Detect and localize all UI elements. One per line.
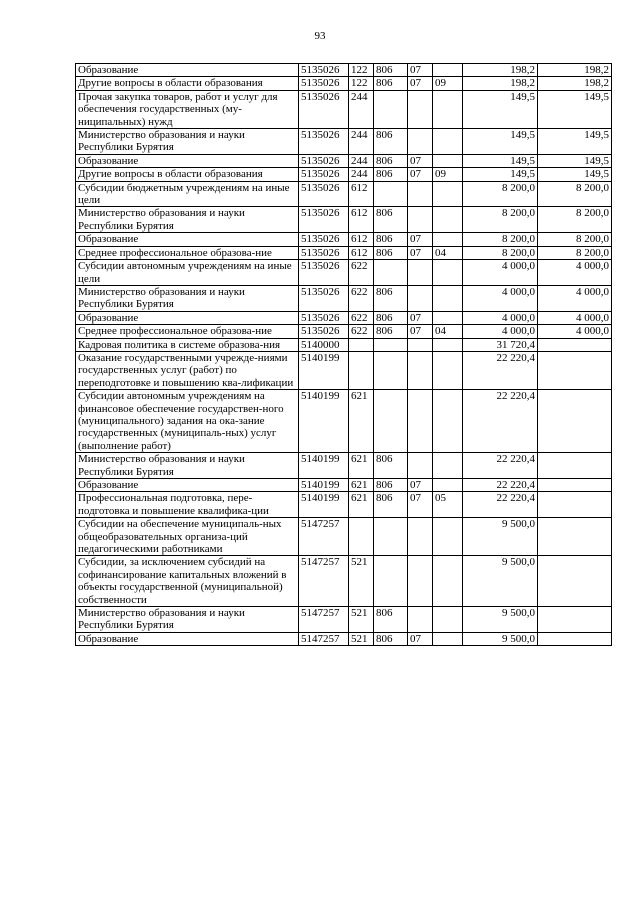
- target-article-cell: 5140199: [299, 492, 349, 518]
- row-name-cell: Министерство образования и науки Республики Бурятия: [76, 453, 299, 479]
- ministry-code-cell: 806: [374, 129, 408, 155]
- section-cell: 07: [408, 154, 433, 167]
- table-row: [76, 246, 612, 259]
- table-row: [76, 129, 612, 155]
- row-name-cell: Субсидии автономным учреждениям на финансовое обеспечение государствен-ного (муниципального) задания на ока-зание государственных (муниципаль-ных) услуг (выполнение работ): [76, 390, 299, 453]
- target-article-cell: 5147257: [299, 632, 349, 645]
- amount-next-cell: 4 000,0: [538, 311, 612, 324]
- subsection-cell: [433, 64, 463, 77]
- subsection-cell: [433, 351, 463, 389]
- table-row: [76, 351, 612, 389]
- amount-cell: 4 000,0: [463, 260, 538, 286]
- expense-type-cell: 612: [349, 181, 374, 207]
- expense-type-cell: 621: [349, 453, 374, 479]
- amount-cell: 9 500,0: [463, 556, 538, 607]
- row-name-cell: Оказание государственными учрежде-ниями государственных услуг (работ) по переподготовке и повышению ква-лификации: [76, 351, 299, 389]
- expense-type-cell: 521: [349, 607, 374, 633]
- expense-type-cell: [349, 518, 374, 556]
- table-row: [76, 632, 612, 645]
- target-article-cell: 5135026: [299, 285, 349, 311]
- table-row: [76, 207, 612, 233]
- amount-next-cell: 8 200,0: [538, 181, 612, 207]
- page-number: 93: [314, 30, 326, 42]
- section-cell: 07: [408, 77, 433, 90]
- row-name-cell: Министерство образования и науки Республики Бурятия: [76, 129, 299, 155]
- amount-next-cell: [538, 351, 612, 389]
- amount-cell: 8 200,0: [463, 207, 538, 233]
- amount-next-cell: 8 200,0: [538, 207, 612, 233]
- amount-next-cell: 149,5: [538, 129, 612, 155]
- table-row: [76, 64, 612, 77]
- target-article-cell: 5147257: [299, 518, 349, 556]
- section-cell: [408, 181, 433, 207]
- amount-next-cell: 4 000,0: [538, 325, 612, 338]
- section-cell: [408, 129, 433, 155]
- target-article-cell: 5135026: [299, 129, 349, 155]
- subsection-cell: [433, 518, 463, 556]
- section-cell: 07: [408, 632, 433, 645]
- subsection-cell: [433, 233, 463, 246]
- amount-next-cell: [538, 518, 612, 556]
- table-row: [76, 607, 612, 633]
- row-name-cell: Субсидии бюджетным учреждениям на иные цели: [76, 181, 299, 207]
- amount-cell: 22 220,4: [463, 453, 538, 479]
- amount-cell: 9 500,0: [463, 632, 538, 645]
- ministry-code-cell: [374, 351, 408, 389]
- ministry-code-cell: [374, 518, 408, 556]
- target-article-cell: 5135026: [299, 233, 349, 246]
- amount-next-cell: [538, 556, 612, 607]
- amount-next-cell: 198,2: [538, 77, 612, 90]
- expense-type-cell: 521: [349, 556, 374, 607]
- section-cell: [408, 390, 433, 453]
- table-row: [76, 181, 612, 207]
- expense-type-cell: 622: [349, 311, 374, 324]
- amount-cell: 8 200,0: [463, 246, 538, 259]
- amount-next-cell: 4 000,0: [538, 260, 612, 286]
- row-name-cell: Прочая закупка товаров, работ и услуг для обеспечения государственных (му-ниципальных) нужд: [76, 90, 299, 128]
- target-article-cell: 5135026: [299, 64, 349, 77]
- budget-table: [75, 63, 612, 646]
- amount-cell: 9 500,0: [463, 518, 538, 556]
- subsection-cell: [433, 129, 463, 155]
- subsection-cell: [433, 556, 463, 607]
- section-cell: [408, 607, 433, 633]
- table-row: [76, 154, 612, 167]
- amount-cell: 149,5: [463, 129, 538, 155]
- subsection-cell: [433, 90, 463, 128]
- row-name-cell: Среднее профессиональное образова-ние: [76, 246, 299, 259]
- amount-next-cell: [538, 390, 612, 453]
- ministry-code-cell: 806: [374, 479, 408, 492]
- ministry-code-cell: 806: [374, 154, 408, 167]
- row-name-cell: Субсидии автономным учреждениям на иные цели: [76, 260, 299, 286]
- target-article-cell: 5140199: [299, 479, 349, 492]
- table-row: [76, 518, 612, 556]
- amount-cell: 8 200,0: [463, 233, 538, 246]
- ministry-code-cell: 806: [374, 77, 408, 90]
- table-row: [76, 311, 612, 324]
- target-article-cell: 5135026: [299, 181, 349, 207]
- amount-next-cell: [538, 453, 612, 479]
- ministry-code-cell: 806: [374, 207, 408, 233]
- amount-cell: 149,5: [463, 154, 538, 167]
- amount-cell: 149,5: [463, 90, 538, 128]
- subsection-cell: [433, 207, 463, 233]
- ministry-code-cell: 806: [374, 607, 408, 633]
- target-article-cell: 5140000: [299, 338, 349, 351]
- subsection-cell: [433, 390, 463, 453]
- row-name-cell: Образование: [76, 632, 299, 645]
- section-cell: [408, 285, 433, 311]
- amount-cell: 4 000,0: [463, 285, 538, 311]
- row-name-cell: Среднее профессиональное образова-ние: [76, 325, 299, 338]
- target-article-cell: 5135026: [299, 154, 349, 167]
- table-row: [76, 90, 612, 128]
- ministry-code-cell: 806: [374, 168, 408, 181]
- target-article-cell: 5135026: [299, 168, 349, 181]
- amount-cell: 22 220,4: [463, 390, 538, 453]
- amount-next-cell: 149,5: [538, 154, 612, 167]
- amount-next-cell: 8 200,0: [538, 233, 612, 246]
- target-article-cell: 5140199: [299, 453, 349, 479]
- section-cell: [408, 453, 433, 479]
- amount-cell: 9 500,0: [463, 607, 538, 633]
- subsection-cell: 04: [433, 325, 463, 338]
- target-article-cell: 5135026: [299, 311, 349, 324]
- ministry-code-cell: [374, 260, 408, 286]
- expense-type-cell: 122: [349, 77, 374, 90]
- section-cell: 07: [408, 492, 433, 518]
- row-name-cell: Другие вопросы в области образования: [76, 77, 299, 90]
- expense-type-cell: 122: [349, 64, 374, 77]
- subsection-cell: [433, 311, 463, 324]
- amount-next-cell: [538, 632, 612, 645]
- expense-type-cell: 621: [349, 479, 374, 492]
- row-name-cell: Образование: [76, 64, 299, 77]
- row-name-cell: Министерство образования и науки Республики Бурятия: [76, 285, 299, 311]
- expense-type-cell: 521: [349, 632, 374, 645]
- amount-cell: 198,2: [463, 77, 538, 90]
- section-cell: [408, 207, 433, 233]
- row-name-cell: Профессиональная подготовка, пере-подготовка и повышение квалифика-ции: [76, 492, 299, 518]
- ministry-code-cell: [374, 181, 408, 207]
- target-article-cell: 5135026: [299, 246, 349, 259]
- expense-type-cell: 244: [349, 168, 374, 181]
- ministry-code-cell: [374, 556, 408, 607]
- table-row: [76, 285, 612, 311]
- target-article-cell: 5135026: [299, 207, 349, 233]
- section-cell: 07: [408, 479, 433, 492]
- subsection-cell: [433, 181, 463, 207]
- expense-type-cell: 621: [349, 492, 374, 518]
- amount-next-cell: 198,2: [538, 64, 612, 77]
- ministry-code-cell: [374, 390, 408, 453]
- amount-cell: 149,5: [463, 168, 538, 181]
- amount-next-cell: [538, 479, 612, 492]
- section-cell: 07: [408, 233, 433, 246]
- ministry-code-cell: 806: [374, 492, 408, 518]
- target-article-cell: 5135026: [299, 325, 349, 338]
- section-cell: [408, 518, 433, 556]
- target-article-cell: 5135026: [299, 90, 349, 128]
- amount-cell: 198,2: [463, 64, 538, 77]
- amount-cell: 31 720,4: [463, 338, 538, 351]
- row-name-cell: Субсидии, за исключением субсидий на софинансирование капитальных вложений в объекты государственной (муниципальной) собственности: [76, 556, 299, 607]
- ministry-code-cell: 806: [374, 632, 408, 645]
- amount-next-cell: 149,5: [538, 90, 612, 128]
- amount-next-cell: 4 000,0: [538, 285, 612, 311]
- table-row: [76, 453, 612, 479]
- amount-cell: 22 220,4: [463, 479, 538, 492]
- ministry-code-cell: 806: [374, 453, 408, 479]
- ministry-code-cell: 806: [374, 246, 408, 259]
- table-row: [76, 492, 612, 518]
- row-name-cell: Другие вопросы в области образования: [76, 168, 299, 181]
- section-cell: 07: [408, 246, 433, 259]
- amount-next-cell: 149,5: [538, 168, 612, 181]
- subsection-cell: 09: [433, 168, 463, 181]
- section-cell: [408, 338, 433, 351]
- expense-type-cell: 622: [349, 260, 374, 286]
- expense-type-cell: 622: [349, 325, 374, 338]
- subsection-cell: [433, 607, 463, 633]
- row-name-cell: Субсидии на обеспечение муниципаль-ных общеобразовательных организа-ций педагогическими работниками: [76, 518, 299, 556]
- amount-cell: 22 220,4: [463, 351, 538, 389]
- expense-type-cell: 612: [349, 207, 374, 233]
- amount-cell: 4 000,0: [463, 325, 538, 338]
- target-article-cell: 5140199: [299, 351, 349, 389]
- subsection-cell: 05: [433, 492, 463, 518]
- ministry-code-cell: [374, 90, 408, 128]
- subsection-cell: [433, 338, 463, 351]
- row-name-cell: Образование: [76, 233, 299, 246]
- row-name-cell: Образование: [76, 154, 299, 167]
- expense-type-cell: 622: [349, 285, 374, 311]
- row-name-cell: Министерство образования и науки Республики Бурятия: [76, 607, 299, 633]
- amount-cell: 22 220,4: [463, 492, 538, 518]
- expense-type-cell: 244: [349, 90, 374, 128]
- table-row: [76, 260, 612, 286]
- amount-cell: 4 000,0: [463, 311, 538, 324]
- expense-type-cell: 621: [349, 390, 374, 453]
- section-cell: [408, 90, 433, 128]
- expense-type-cell: 612: [349, 233, 374, 246]
- row-name-cell: Кадровая политика в системе образова-ния: [76, 338, 299, 351]
- section-cell: 07: [408, 311, 433, 324]
- ministry-code-cell: 806: [374, 64, 408, 77]
- subsection-cell: [433, 632, 463, 645]
- amount-next-cell: [538, 607, 612, 633]
- table-row: [76, 338, 612, 351]
- expense-type-cell: [349, 338, 374, 351]
- ministry-code-cell: 806: [374, 325, 408, 338]
- amount-next-cell: [538, 338, 612, 351]
- expense-type-cell: [349, 351, 374, 389]
- ministry-code-cell: 806: [374, 285, 408, 311]
- row-name-cell: Образование: [76, 311, 299, 324]
- table-row: [76, 233, 612, 246]
- subsection-cell: 04: [433, 246, 463, 259]
- ministry-code-cell: 806: [374, 311, 408, 324]
- expense-type-cell: 244: [349, 154, 374, 167]
- subsection-cell: [433, 260, 463, 286]
- ministry-code-cell: 806: [374, 233, 408, 246]
- amount-cell: 8 200,0: [463, 181, 538, 207]
- table-row: [76, 168, 612, 181]
- ministry-code-cell: [374, 338, 408, 351]
- table-row: [76, 479, 612, 492]
- section-cell: 07: [408, 64, 433, 77]
- row-name-cell: Министерство образования и науки Республики Бурятия: [76, 207, 299, 233]
- section-cell: [408, 260, 433, 286]
- subsection-cell: [433, 285, 463, 311]
- amount-next-cell: 8 200,0: [538, 246, 612, 259]
- table-row: [76, 556, 612, 607]
- target-article-cell: 5147257: [299, 607, 349, 633]
- target-article-cell: 5135026: [299, 260, 349, 286]
- subsection-cell: [433, 453, 463, 479]
- section-cell: [408, 556, 433, 607]
- expense-type-cell: 244: [349, 129, 374, 155]
- table-row: [76, 77, 612, 90]
- table-body: [76, 64, 612, 646]
- expense-type-cell: 612: [349, 246, 374, 259]
- amount-next-cell: [538, 492, 612, 518]
- row-name-cell: Образование: [76, 479, 299, 492]
- subsection-cell: [433, 479, 463, 492]
- section-cell: [408, 351, 433, 389]
- target-article-cell: 5135026: [299, 77, 349, 90]
- target-article-cell: 5147257: [299, 556, 349, 607]
- target-article-cell: 5140199: [299, 390, 349, 453]
- subsection-cell: 09: [433, 77, 463, 90]
- section-cell: 07: [408, 325, 433, 338]
- subsection-cell: [433, 154, 463, 167]
- section-cell: 07: [408, 168, 433, 181]
- table-row: [76, 390, 612, 453]
- table-row: [76, 325, 612, 338]
